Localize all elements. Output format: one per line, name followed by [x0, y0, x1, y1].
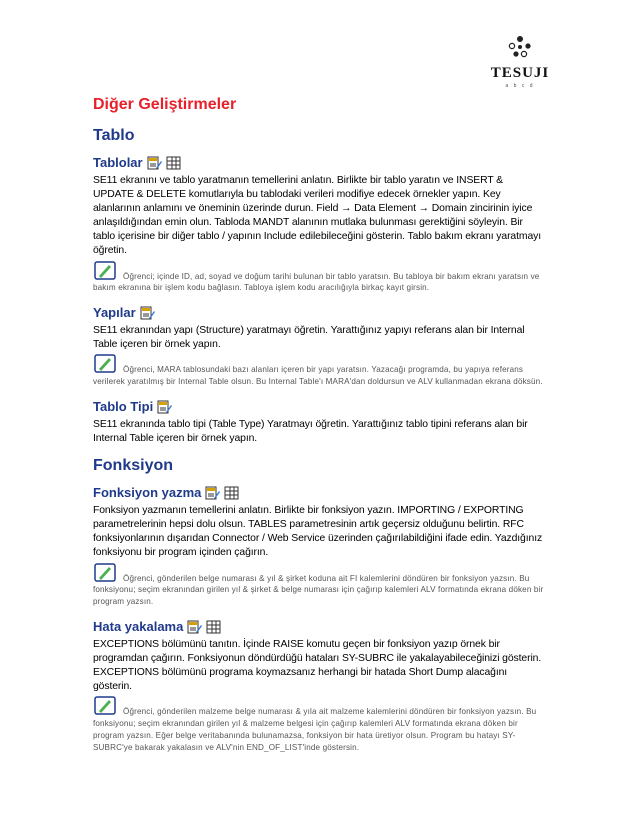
item-yapilar	[93, 304, 545, 388]
item-title	[93, 154, 545, 172]
section-tablo	[93, 126, 545, 446]
student-note	[93, 563, 545, 608]
student-note	[93, 261, 545, 295]
document-edit-icon[interactable]	[140, 306, 155, 320]
item-description: SE11 ekranını ve tablo yaratmanın temellerini anlatın. Birlikte bir tablo yaratın ve INSERT & UPDATE & DELETE komutlarıyla bu tablodaki verileri modifiye edecek örnekler yapın. Key alanlarının anlamını ve öneminin üzerinde durun. Field → Data Element → Domain zincirinin iyice anlaşıldığından emin olun. Tabloda MANDT alanının mutlaka bulunması gerektiğini söyleyin. Bir tablo içerisine bir diğer tablo / yapının Include edilebileceğini gösterin. Tablo bakım ekranı yaratmayı öğretin.	[93, 175, 542, 257]
item-description: Fonksiyon yazmanın temellerini anlatın. Birlikte bir fonksiyon yazın. IMPORTING / EXPORTING parametrelerinin hepsi dolu olsun. TABLES parametresinin artık geçersiz olduğunu belirtin. RFC fonksiyonlarının dışarıdan Connector / Web Service üzerinden çağırılabildiğini ifade edin. Yazdığınız fonksiyonu bir program içinden çağırın.	[93, 505, 543, 559]
note-text: Öğrenci, gönderilen malzeme belge numarası & yıla ait malzeme kalemlerini döndüren bir fonksiyon yazsın. Bu fonksiyonu; seçim ekranından girilen yıl & malzeme belgesi için çağırıp kalemleri ALV formatında ekrana döken bir program yazsın. Eğer belge veritabanında bulunamazsa, fonksiyon bir hata üretiyor olsun. Program bu hatayı SY-SUBRC'ye bakarak yakalasın ve ALV'nin END_OF_LIST'inde göstersin.	[93, 707, 537, 752]
item-description: SE11 ekranından yapı (Structure) yaratmayı öğretin. Yarattığınız yapıyı referans alan bir Internal Table içeren bir örnek yapın.	[93, 325, 525, 351]
item-title-text: Tablo Tipi	[93, 398, 154, 414]
item-tablo-tipi	[93, 398, 545, 446]
section-title: Fonksiyon	[93, 457, 174, 475]
section-title: Tablo	[93, 127, 135, 144]
item-title-text: Hata yakalama	[93, 618, 184, 634]
item-title	[93, 484, 545, 502]
page-title: Diğer Geliştirmeler	[93, 96, 237, 113]
section-fonksiyon	[93, 456, 545, 753]
item-title	[93, 304, 545, 322]
item-hata-yakalama	[93, 618, 545, 754]
document-edit-icon[interactable]	[147, 156, 162, 170]
item-title-text: Fonksiyon yazma	[93, 485, 202, 501]
item-fonksiyon-yazma	[93, 484, 545, 608]
document-edit-icon[interactable]	[187, 620, 202, 634]
logo-subtext: a b c d	[505, 83, 535, 89]
document-edit-icon[interactable]	[157, 400, 172, 414]
item-title	[93, 398, 545, 416]
note-text: Öğrenci, MARA tablosundaki bazı alanları içeren bir yapı yaratsın. Yazacağı programda, bu yapıya referans verilerek yaratılmış bir Internal Table olsun. Bu Internal Table'ı MARA'dan doldursun ve ALV kullanmadan ekrana döksün.	[93, 365, 543, 387]
document-edit-icon[interactable]	[205, 486, 220, 500]
grid-icon[interactable]	[206, 620, 221, 634]
logo-emblem-icon	[506, 34, 534, 62]
item-description: EXCEPTIONS bölümünü tanıtın. İçinde RAISE komutu geçen bir fonksiyon yazıp örnek bir programdan çağırın. Fonksiyonun döndürdüğü hataları SY-SUBRC ile yakalayabileceğinizi gösterin. EXCEPTIONS bölümünü programa koymazsanız herhangi bir hatada Short Dump alacağını gösterin.	[93, 638, 542, 693]
item-title-text: Yapılar	[93, 305, 136, 321]
student-note	[93, 354, 545, 388]
document-content	[93, 94, 545, 763]
item-tablolar	[93, 154, 545, 294]
tesuji-logo	[490, 34, 550, 89]
student-note	[93, 696, 545, 753]
logo-text: TESUJI	[490, 65, 550, 81]
item-title	[93, 618, 545, 636]
note-text: Öğrenci; içinde ID, ad, soyad ve doğum tarihi bulunan bir tablo yaratsın. Bu tabloya bir bakım ekranı yaratsın ve bakım ekranına bir işlem kodu bağlasın. Tabloya işlem kodu aracılığıyla birkaç kayıt girsin.	[93, 271, 540, 293]
note-text: Öğrenci, gönderilen belge numarası & yıl & şirket koduna ait FI kalemlerini döndüren bir fonksiyon yazsın. Bu fonksiyonu; seçim ekranından girilen yıl & şirket & belge numarası için çağırıp kalemleri ALV formatında ekrana döken bir program yazsın.	[93, 573, 544, 607]
grid-icon[interactable]	[224, 486, 239, 500]
item-description: SE11 ekranında tablo tipi (Table Type) Yaratmayı öğretin. Yarattığınız tablo tipini referans alan bir Internal Table içeren bir örnek yapın.	[93, 418, 528, 445]
grid-icon[interactable]	[166, 156, 181, 170]
item-title-text: Tablolar	[93, 155, 143, 170]
